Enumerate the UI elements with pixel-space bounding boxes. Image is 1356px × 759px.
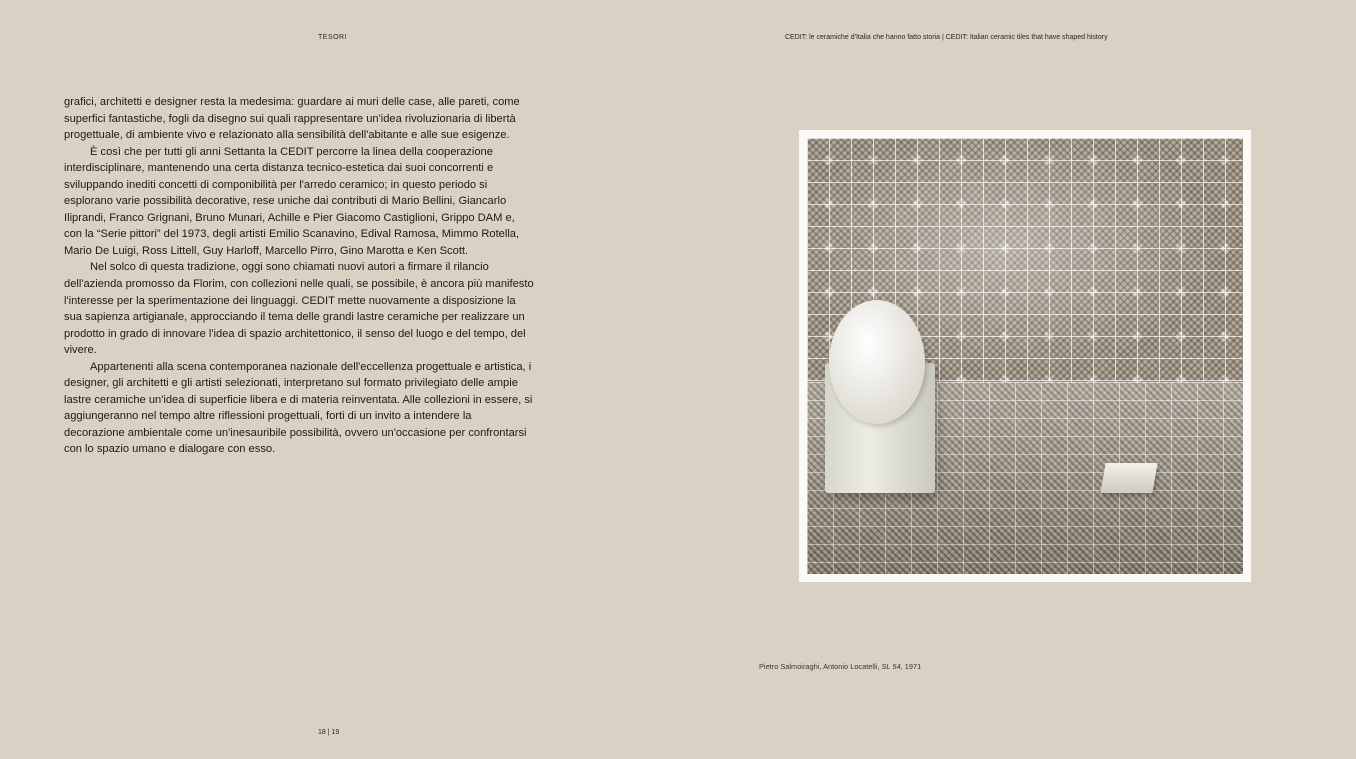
paragraph-3: Nel solco di questa tradizione, oggi sono chiamati nuovi autori a firmare il rilancio dell'azienda promosso da Florim, con collezioni nelle quali, se possibile, è ancora più manifesto l'interesse per la sperimentazione dei linguaggi. CEDIT mette nuovamente a disposizione la sua sapienza artigianale, approcciando il tema delle grandi lastre ceramiche per realizzare un prodotto in grado di innovare l'idea di spazio architettonico, il senso del luogo e del tempo, del vivere.	[64, 261, 534, 357]
photo-caption	[759, 662, 921, 671]
caption-year: , 1971	[900, 662, 922, 671]
section-header: TESORI	[318, 34, 348, 41]
paragraph-1: grafici, architetti e designer resta la medesima: guardare ai muri delle case, alle pareti, come superfici fantastiche, fogli da disegno sui quali rappresentare un'idea rivoluzionaria di libertà progettuale, di ambiente vivo e relazionato alla sensibilità dell'abitante e alle sue esigenze.	[64, 96, 520, 142]
caption-work-title: SL 54	[881, 662, 901, 671]
caption-authors: Pietro Salmoiraghi, Antonio Locatelli,	[759, 662, 882, 671]
article-body	[64, 94, 534, 458]
running-title: CEDIT: le ceramiche d'Italia che hanno fatto storia | CEDIT: Italian ceramic tiles that have shaped history	[785, 34, 1108, 41]
white-slab-object	[1100, 463, 1157, 493]
paragraph-2: È così che per tutti gli anni Settanta la CEDIT percorre la linea della cooperazione interdisciplinare, mantenendo una certa distanza tecnico-estetica dai suoi concorrenti e sviluppando inediti concetti di componibilità per l'arredo ceramico; in questo periodo si esplorano varie possibilità decorative, rese uniche dai contributi di Mario Bellini, Giancarlo Iliprandi, Franco Grignani, Bruno Munari, Achille e Pier Giacomo Castiglioni, Grippo DAM e, con la “Serie pittori” del 1973, degli artisti Emilio Scanavino, Edival Ramosa, Mimmo Rotella, Mario De Luigi, Ross Littell, Guy Harloff, Marcello Pirro, Gino Marotta e Ken Scott.	[64, 145, 520, 257]
photo-frame	[799, 130, 1251, 582]
white-disc-object	[829, 300, 925, 424]
tile-installation-photo	[807, 138, 1243, 574]
page-numbers: 18 | 19	[318, 729, 340, 736]
paragraph-4: Appartenenti alla scena contemporanea nazionale dell'eccellenza progettuale e artistica, i designer, gli architetti e gli artisti selezionati, interpretano sul formato privilegiato delle ampie lastre ceramiche un'idea di superficie libera e di materia reinventata. Alle collezioni in essere, si aggiungeranno nel tempo altre riflessioni progettuali, forti di un invito a intendere la decorazione ambientale come un'inesauribile possibilità, ovvero un'occasione per confrontarsi con lo spazio umano e dialogare con esso.	[64, 360, 533, 456]
